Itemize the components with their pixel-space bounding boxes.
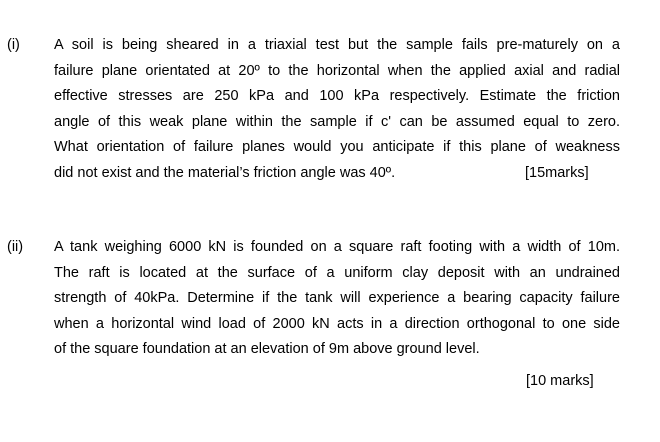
marks-label: [10 marks] (526, 373, 594, 389)
question-line: did not exist and the material’s friction angle was 40º. (54, 164, 396, 181)
question-line: angle of this weak plane within the sample if c' can be assumed equal to zero. (54, 113, 620, 130)
question-line: A soil is being sheared in a triaxial test but the sample fails pre-maturely on a (54, 37, 620, 53)
question-line: failure plane orientated at 20º to the horizontal when the applied axial and radial (54, 62, 620, 79)
question-line: A tank weighing 6000 kN is founded on a square raft footing with a width of 10m. (54, 239, 620, 255)
question-line: strength of 40kPa. Determine if the tank will experience a bearing capacity failure (54, 290, 620, 306)
question-number: (ii) (7, 239, 24, 255)
question-line: What orientation of failure planes would you anticipate if this plane of weakness (54, 139, 620, 155)
question-line: The raft is located at the surface of a uniform clay deposit with an undrained (54, 264, 620, 281)
question-line: effective stresses are 250 kPa and 100 kPa respectively. Estimate the friction (54, 88, 620, 104)
question-number: (i) (7, 37, 20, 53)
question-line: of the square foundation at an elevation of 9m above ground level. (54, 341, 480, 357)
marks-label: [15marks] (525, 164, 589, 181)
question-line: when a horizontal wind load of 2000 kN acts in a direction orthogonal to one side (54, 315, 620, 332)
